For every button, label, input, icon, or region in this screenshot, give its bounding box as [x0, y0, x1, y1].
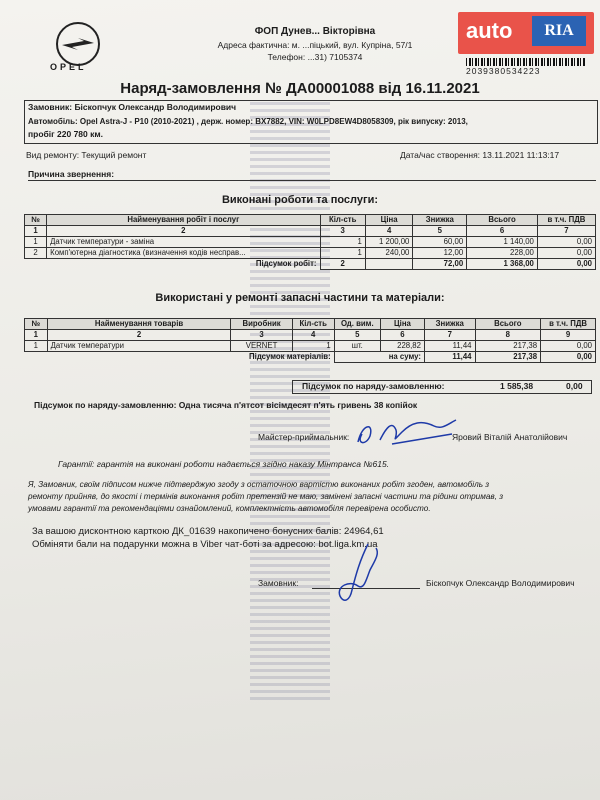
table-row	[25, 341, 596, 352]
sum-in-words: Підсумок по наряду-замовленню: Одна тисяча п'ятсот вісімдесят п'ять гривень 38 копійок	[34, 400, 418, 410]
table-row	[25, 248, 596, 259]
works-total-vat: 0,00	[537, 259, 595, 270]
bonus-line-1: За вашою дисконтною карткою ДК_01639 накопичено бонусних балів: 24964,61	[32, 526, 384, 537]
repair-type: Вид ремонту: Текущий ремонт	[26, 150, 147, 160]
barcode	[466, 58, 586, 66]
parts-col-qty: Кіл-сть	[292, 319, 334, 330]
cell: 1	[25, 330, 48, 341]
parts-col-maker: Виробник	[231, 319, 292, 330]
works-col-vat: в т.ч. ПДВ	[537, 215, 595, 226]
guarantee-text: Гарантії: гарантія на виконані роботи надається згідно наказу Мінтранса №615.	[58, 459, 390, 469]
parts-total-label: Підсумок матеріалів:	[249, 352, 331, 362]
parts-col-discount: Знижка	[424, 319, 475, 330]
parts-col-total: Всього	[475, 319, 541, 330]
parts-col-name: Найменування товарів	[47, 319, 231, 330]
cell: 3	[231, 330, 292, 341]
reason-line	[28, 180, 596, 181]
cell: 217,38	[475, 341, 541, 352]
master-name: Яровий Віталій Анатолійович	[452, 432, 568, 442]
cell: 0,00	[537, 248, 595, 259]
customer-mileage: пробіг 220 780 км.	[28, 129, 104, 139]
parts-total-vat: 0,00	[541, 352, 596, 363]
cell: Датчик температури - заміна	[47, 237, 320, 248]
cell: VERNET	[231, 341, 292, 352]
parts-total-sum: 217,38	[475, 352, 541, 363]
customer-car: Автомобіль: Opel Astra-J - P10 (2010-2021) , держ. номер: BX7882, VIN: W0LPD8EW4D8058309, рік випуску: 2013,	[28, 117, 468, 126]
cell: 7	[424, 330, 475, 341]
works-col-price: Ціна	[365, 215, 412, 226]
works-title: Виконані роботи та послуги:	[221, 194, 379, 206]
cell: 1 140,00	[467, 237, 538, 248]
created-datetime: Дата/час створення: 13.11.2021 11:13:17	[400, 150, 560, 160]
autoria-ria-text: RIA	[532, 16, 586, 46]
parts-total-discount: 11,44	[424, 352, 475, 363]
parts-col-num: №	[25, 319, 48, 330]
order-total-vat: 0,00	[566, 381, 583, 391]
cell: 3	[320, 226, 365, 237]
works-total-qty: 2	[320, 259, 365, 270]
parts-total-sum-label: на суму:	[334, 352, 424, 363]
works-total-row	[25, 259, 596, 270]
parts-title: Використані у ремонті запасні частини та матеріали:	[155, 292, 445, 304]
client-label: Замовник:	[258, 578, 299, 588]
parts-total-row	[25, 352, 596, 363]
cell: 6	[380, 330, 424, 341]
brand-text: OPEL	[50, 62, 87, 72]
cell: 4	[365, 226, 412, 237]
cell: 240,00	[365, 248, 412, 259]
works-total-label: Підсумок робіт:	[255, 259, 317, 269]
cell: 0,00	[541, 341, 596, 352]
confirm-line-1: Я, Замовник, своїм підписом нижче підтверджую згоду з остаточною вартістю виконаних робіт згоден, автомобіль з	[28, 480, 490, 489]
cell: 12,00	[413, 248, 467, 259]
confirm-line-2: ремонту прийняв, до якості і термінів виконання робіт претензій не маю, замінені запасні частини та рідини отримав, з	[28, 492, 504, 501]
cell: 8	[475, 330, 541, 341]
cell: 1	[25, 237, 47, 248]
works-total-sum: 1 368,00	[467, 259, 538, 270]
master-signature	[352, 414, 462, 450]
autoria-auto-text: auto	[466, 18, 513, 43]
works-col-total: Всього	[467, 215, 538, 226]
cell: 228,00	[467, 248, 538, 259]
cell: 5	[334, 330, 380, 341]
cell: 6	[467, 226, 538, 237]
company-phone: Телефон: ...31) 7105374	[267, 52, 363, 62]
confirm-line-3: умовами гарантії та рекомендаціями ознайомлений, комплектність автомобіля перевірена особисто.	[28, 504, 431, 513]
reason-label: Причина звернення:	[28, 169, 115, 179]
cell: 5	[413, 226, 467, 237]
parts-table	[24, 318, 596, 363]
cell: Комп'ютерна діагностика (визначення кодів несправ...	[47, 248, 320, 259]
bonus-line-2: Обміняти бали на подарунки можна в Viber чат-боті за адресою: bot.liga.km.ua	[32, 539, 378, 550]
parts-colnum-row	[25, 330, 596, 341]
works-col-num: №	[25, 215, 47, 226]
master-label: Майстер-приймальник:	[258, 432, 350, 442]
barcode-number: 2039380534223	[466, 66, 541, 76]
parts-col-vat: в т.ч. ПДВ	[541, 319, 596, 330]
order-total-label: Підсумок по наряду-замовленню:	[302, 381, 445, 391]
parts-col-unit: Од. вим.	[334, 319, 380, 330]
cell: 1	[292, 341, 334, 352]
cell: 2	[25, 248, 47, 259]
opel-logo-icon	[56, 22, 100, 66]
works-total-discount: 72,00	[413, 259, 467, 270]
works-colnum-row	[25, 226, 596, 237]
works-table	[24, 214, 596, 270]
company-name: ФОП Дунев... Вікторівна	[254, 26, 376, 37]
works-col-name: Найменування робіт і послуг	[47, 215, 320, 226]
cell: шт.	[334, 341, 380, 352]
company-address: Адреса фактична: м. ...піцький, вул. Купріна, 57/1	[217, 40, 413, 50]
cell: 2	[47, 226, 320, 237]
cell: 60,00	[413, 237, 467, 248]
works-col-qty: Кіл-сть	[320, 215, 365, 226]
cell: 1	[320, 248, 365, 259]
parts-header-row	[25, 319, 596, 330]
client-signature	[330, 540, 390, 610]
table-row	[25, 237, 596, 248]
cell: 2	[47, 330, 231, 341]
cell: 1	[25, 341, 48, 352]
cell: Датчик температури	[47, 341, 231, 352]
cell: 1	[25, 226, 47, 237]
document-title: Наряд-замовлення № ДА00001088 від 16.11.2021	[120, 80, 480, 97]
customer-name: Замовник: Біскопчук Олександр Володимирович	[28, 102, 237, 112]
order-total-sum: 1 585,38	[500, 381, 534, 391]
cell: 7	[537, 226, 595, 237]
cell: 0,00	[537, 237, 595, 248]
cell: 11,44	[424, 341, 475, 352]
works-col-discount: Знижка	[413, 215, 467, 226]
works-header-row	[25, 215, 596, 226]
cell: 4	[292, 330, 334, 341]
client-name: Біскопчук Олександр Володимирович	[426, 578, 575, 588]
cell: 9	[541, 330, 596, 341]
parts-col-price: Ціна	[380, 319, 424, 330]
cell: 1	[320, 237, 365, 248]
cell: 228,82	[380, 341, 424, 352]
cell: 1 200,00	[365, 237, 412, 248]
